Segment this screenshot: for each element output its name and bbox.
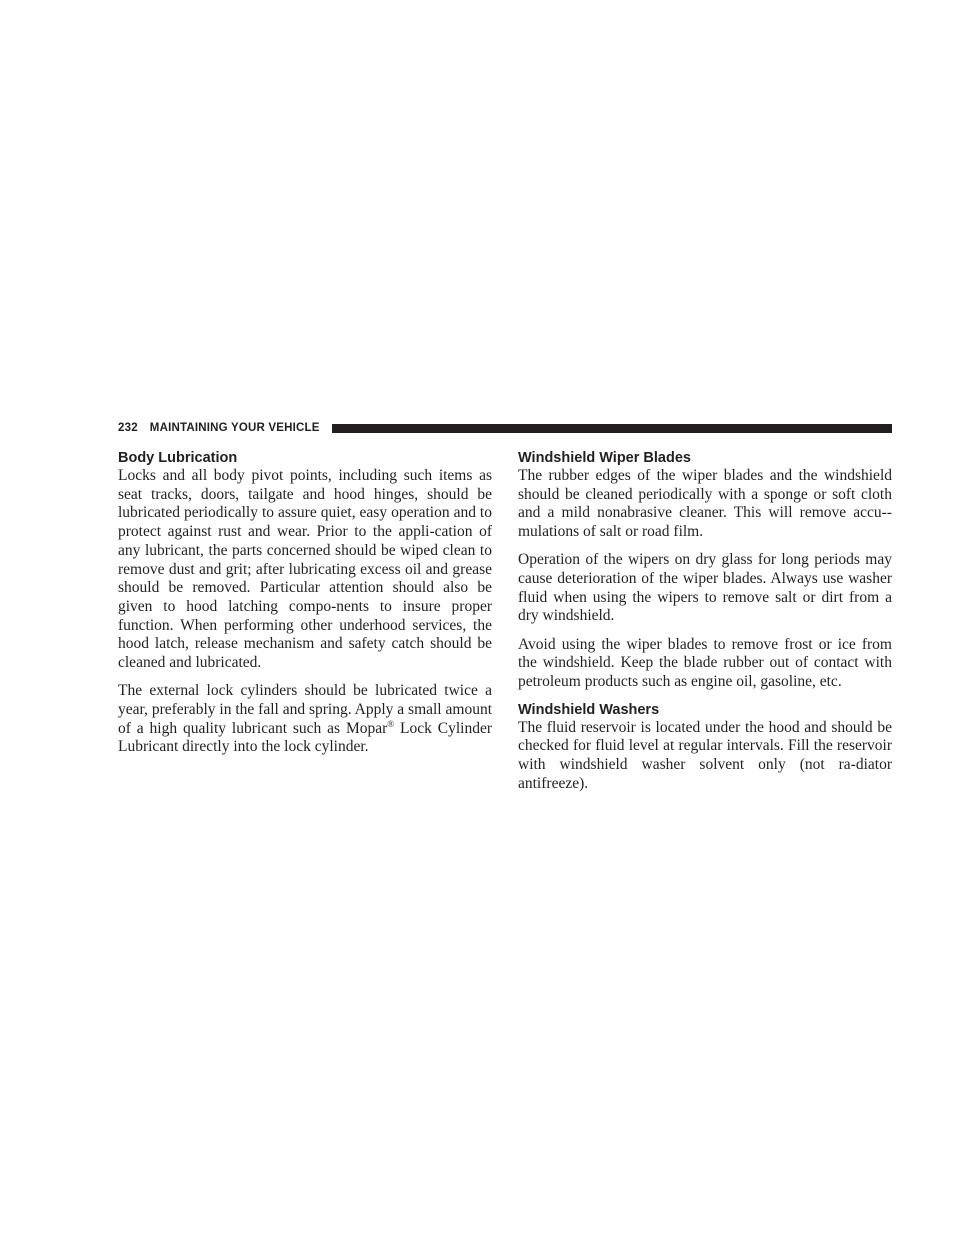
paragraph-2-text-end: Lock Cylinder Lubricant directly into the lock cylinder. xyxy=(118,719,492,756)
wiper-blades-paragraph-3: Avoid using the wiper blades to remove frost or ice from the windshield. Keep the blade rubber out of contact with petroleum products such as engine oil, gasoline, etc. xyxy=(518,635,892,691)
body-lubrication-paragraph-2 xyxy=(118,682,492,757)
wiper-blades-paragraph-1: The rubber edges of the wiper blades and the windshield should be cleaned periodically with a sponge or soft cloth and a mild nonabrasive cleaner. This will remove accu-mulations of salt or road film. xyxy=(518,467,892,541)
paragraph-2-text-start: The external lock cylinders should be lubricated twice a year, preferably in the fall and spring. Apply a small amount of a high quality lubricant such as Mopar xyxy=(118,682,492,737)
body-lubrication-heading: Body Lubrication xyxy=(118,450,238,466)
section-title: MAINTAINING YOUR VEHICLE xyxy=(149,422,320,434)
body-lubrication-paragraph-1: Locks and all body pivot points, including such items as seat tracks, doors, tailgate and hood hinges, should be lubricated periodically to assure quiet, easy operation and to protect against rust and wear. Prior to the appli-cation of any lubricant, the parts concerned should be wiped clean to remove dust and grit; after lubricating excess oil and grease should be removed. Particular attention should also be given to hood latching compo-nents to insure proper function. When performing other underhood services, the hood latch, release mechanism and safety catch should be cleaned and lubricated. xyxy=(118,467,492,672)
page-header xyxy=(118,420,892,436)
wiper-blades-heading: Windshield Wiper Blades xyxy=(518,450,691,466)
right-column xyxy=(518,449,892,794)
windshield-washers-heading: Windshield Washers xyxy=(518,701,660,718)
windshield-washers-paragraph: The fluid reservoir is located under the hood and should be checked for fluid level at regular intervals. Fill the reservoir with windshield washer solvent only (not ra-diator antifreeze). xyxy=(518,718,892,792)
header-rule xyxy=(332,424,892,433)
wiper-blades-paragraph-2: Operation of the wipers on dry glass for long periods may cause deterioration of the wiper blades. Always use washer fluid when using the wipers to remove salt or dirt from a dry windshield. xyxy=(518,551,892,625)
left-column xyxy=(118,449,492,757)
page-number: 232 xyxy=(118,422,138,434)
registered-mark: ® xyxy=(387,718,395,729)
